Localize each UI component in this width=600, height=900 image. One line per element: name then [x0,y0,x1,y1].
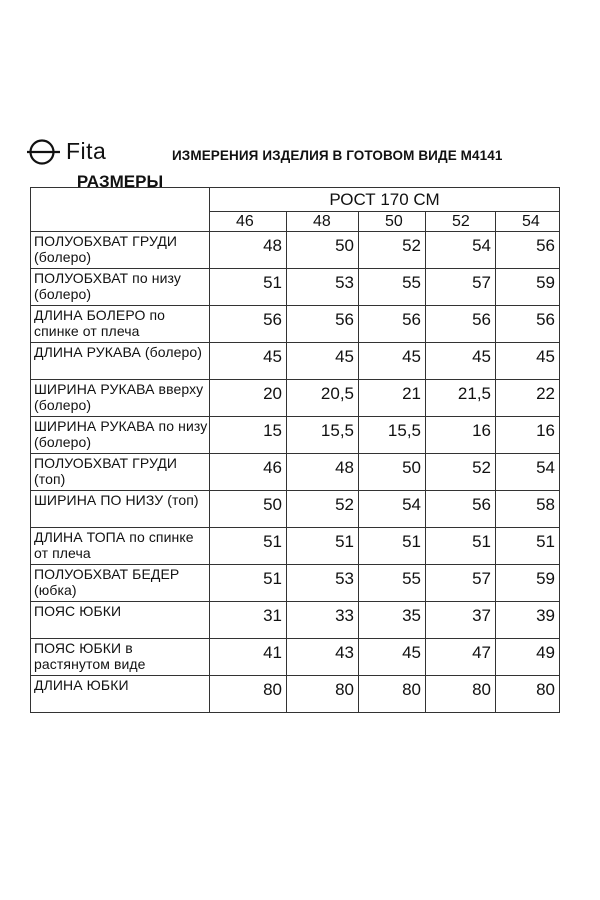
row-value: 22 [496,380,560,417]
row-value: 56 [426,491,496,528]
row-value: 54 [359,491,426,528]
row-value: 15,5 [287,417,359,454]
size-header-52: 52 [426,212,496,232]
brand-logo [27,136,106,166]
row-value: 54 [426,232,496,269]
table-row [31,269,560,306]
row-value: 56 [426,306,496,343]
row-label: ПОЯС ЮБКИ в растянутом виде [31,639,210,676]
size-header-48: 48 [287,212,359,232]
row-value: 56 [359,306,426,343]
row-label: ШИРИНА РУКАВА вверху (болеро) [31,380,210,417]
row-value: 45 [426,343,496,380]
size-header-50: 50 [359,212,426,232]
measurements-table [30,171,560,713]
table-body [31,232,560,713]
table-row [31,639,560,676]
row-value: 37 [426,602,496,639]
row-value: 51 [210,565,287,602]
row-value: 45 [287,343,359,380]
size-header-54: 54 [496,212,560,232]
row-label: ШИРИНА ПО НИЗУ (топ) [31,491,210,528]
table-row [31,232,560,269]
document-title: ИЗМЕРЕНИЯ ИЗДЕЛИЯ В ГОТОВОМ ВИДЕ M4141 [172,148,503,163]
row-value: 16 [496,417,560,454]
table-row [31,306,560,343]
row-value: 35 [359,602,426,639]
table-row [31,454,560,491]
row-value: 41 [210,639,287,676]
row-value: 56 [496,232,560,269]
row-value: 51 [210,269,287,306]
row-value: 52 [359,232,426,269]
row-value: 16 [426,417,496,454]
row-value: 56 [210,306,287,343]
row-label: ПОЛУОБХВАТ БЕДЕР (юбка) [31,565,210,602]
row-value: 51 [210,528,287,565]
row-value: 52 [287,491,359,528]
table-row [31,528,560,565]
row-value: 80 [210,676,287,713]
row-value: 45 [359,639,426,676]
row-label: ПОЛУОБХВАТ по низу (болеро) [31,269,210,306]
row-label: ДЛИНА РУКАВА (болеро) [31,343,210,380]
row-value: 51 [426,528,496,565]
row-label: ПОЯС ЮБКИ [31,602,210,639]
row-value: 51 [496,528,560,565]
row-value: 20,5 [287,380,359,417]
table-row [31,491,560,528]
row-value: 48 [287,454,359,491]
row-value: 39 [496,602,560,639]
row-value: 52 [426,454,496,491]
row-value: 45 [210,343,287,380]
row-value: 50 [210,491,287,528]
table-row [31,380,560,417]
row-value: 53 [287,565,359,602]
row-value: 47 [426,639,496,676]
row-value: 31 [210,602,287,639]
table-header [31,171,560,232]
row-value: 58 [496,491,560,528]
row-value: 51 [287,528,359,565]
table-row [31,676,560,713]
row-value: 80 [287,676,359,713]
row-label: ПОЛУОБХВАТ ГРУДИ (болеро) [31,232,210,269]
row-value: 57 [426,269,496,306]
fita-theta-logo-icon [27,137,61,165]
row-label: ПОЛУОБХВАТ ГРУДИ (топ) [31,454,210,491]
row-value: 59 [496,565,560,602]
row-value: 56 [496,306,560,343]
height-header: РОСТ 170 СМ [210,188,560,212]
row-value: 33 [287,602,359,639]
row-value: 57 [426,565,496,602]
row-value: 59 [496,269,560,306]
table-row [31,565,560,602]
row-value: 80 [496,676,560,713]
row-value: 54 [496,454,560,491]
row-value: 55 [359,269,426,306]
table-row [31,602,560,639]
row-value: 80 [426,676,496,713]
row-value: 50 [287,232,359,269]
row-label: ДЛИНА ЮБКИ [31,676,210,713]
row-value: 21,5 [426,380,496,417]
row-value: 55 [359,565,426,602]
size-header-46: 46 [210,212,287,232]
row-value: 53 [287,269,359,306]
row-value: 50 [359,454,426,491]
row-value: 43 [287,639,359,676]
row-label: ШИРИНА РУКАВА по низу (болеро) [31,417,210,454]
row-value: 15,5 [359,417,426,454]
row-value: 48 [210,232,287,269]
row-value: 15 [210,417,287,454]
row-value: 80 [359,676,426,713]
row-value: 46 [210,454,287,491]
row-value: 21 [359,380,426,417]
row-value: 45 [496,343,560,380]
brand-name: Fita [66,138,107,164]
row-value: 51 [359,528,426,565]
row-label: ДЛИНА БОЛЕРО по спинке от плеча [31,306,210,343]
table-row [31,417,560,454]
table-row [31,343,560,380]
sizes-header-label: РАЗМЕРЫ [76,171,164,191]
row-label: ДЛИНА ТОПА по спинке от плеча [31,528,210,565]
sizes-header-cell [31,171,210,232]
row-value: 56 [287,306,359,343]
row-value: 45 [359,343,426,380]
row-value: 49 [496,639,560,676]
row-value: 20 [210,380,287,417]
